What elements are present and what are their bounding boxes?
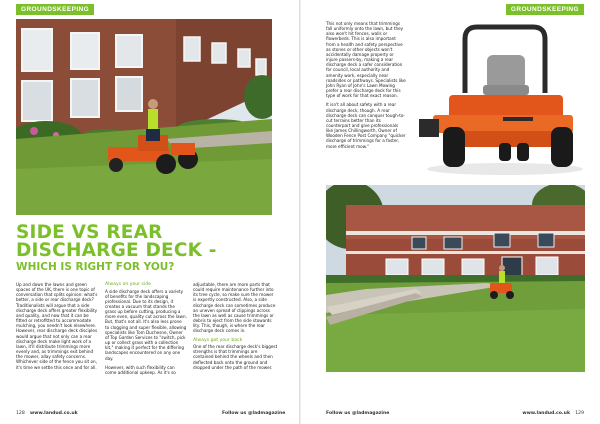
photo-school (326, 185, 585, 372)
photo-mower-product (413, 19, 585, 179)
social-follow-left[interactable]: Follow us @ladmagazine (222, 411, 286, 416)
paragraph: This not only means that trimmings fall uniformly onto the lawn, but they also won't hit fences, walls or flowerbeds. This is also important from a health and safety perspective as stones or other objects won't accidentally damage property or injure passers-by, making a rear discharge deck a safer consideration for council, local authority and amenity work, especially near roadsides or pathways. Specialists like John Ryan of John's Lawn Mowing prefer a rear discharge deck for this type of work for that exact reason. (326, 21, 406, 99)
paragraph: It isn't all about safety with a rear discharge deck, though. A rear discharge deck can conquer tough-to-cut terrains better than its counterpart and give professionals like James Chillingworth, Owner of Wooden Fence Post Company "quicker discharge of trimmings for a faster, more efficient mow." (326, 102, 406, 149)
social-follow-right[interactable]: Follow us @ladmagazine (326, 411, 390, 416)
paragraph: One of the rear discharge deck's biggest strengths is that trimmings are contained behind the wheels and then deflected back onto the ground and dropped under the path of the mower. (193, 344, 278, 370)
text-column-1 (16, 282, 98, 374)
website-link-right[interactable]: www.landud.co.uk (522, 411, 570, 416)
page-number-left: 128 (16, 411, 25, 416)
page-gutter (299, 0, 301, 424)
section-heading-rear: Always got your back (193, 337, 243, 343)
section-heading-side: Always on your side (105, 282, 151, 287)
text-column-4 (326, 21, 406, 153)
text-column-3 (193, 282, 278, 374)
paragraph: However, with such flexibility can come additional upkeep. As it's so (105, 364, 176, 375)
text-column-2 (105, 282, 187, 379)
section-tab-right: GROUNDSKEEPING (506, 4, 584, 15)
article-subhead: WHICH IS RIGHT FOR YOU? (16, 261, 175, 273)
paragraph: A side discharge deck offers a variety of benefits for the landscaping professional. Due to its design, it creates a vacuum that stands the grass up before cutting, producing a more even, quality cut across the lawn. But, that's not all. It's also less prone to clogging and super flexible, allowing specialists like Tom Duchesne, Owner of Top Garden Services to "switch, pick up or collect grass with a collection kit," making it perfect for the differing landscapes encountered on any one day. (105, 288, 187, 361)
photo-mower-house (16, 19, 272, 215)
website-link-left[interactable]: www.landud.co.uk (30, 411, 78, 416)
article-headline: SIDE VS REAR DISCHARGE DECK - (16, 222, 217, 261)
paragraph: adjustable, there are more parts that could require maintenance further into its tree cycle, so make sure the mower is expertly constructed. Also, a side discharge deck can sometimes produce an uneven spread of clippings across the lawn as well as cause trimmings or debris to eject from the side stowards lity. This, though, is where the rear discharge deck comes in. (193, 282, 276, 334)
paragraph: Up and down the lawns and green spaces of the UK, there is one topic of conversation that splits opinion: what's better, a side or rear discharge deck? Traditionalists will argue that a side discharge deck offers greater flexibility and quality, and now that it can be fitted or retrofitted to accommodate mulching, you needn't look elsewhere. However, rear discharge deck disciples would argue that not only can a rear discharge deck make light work of a lawn, it'll distribute trimmings more evenly and, as trimmings exit behind the mower, allay safety concerns. Whichever side of the fence you sit on, it's time we settle this once and for all. (16, 282, 98, 370)
section-tab-left: GROUNDSKEEPING (16, 4, 94, 15)
page-number-right: 129 (575, 411, 584, 416)
